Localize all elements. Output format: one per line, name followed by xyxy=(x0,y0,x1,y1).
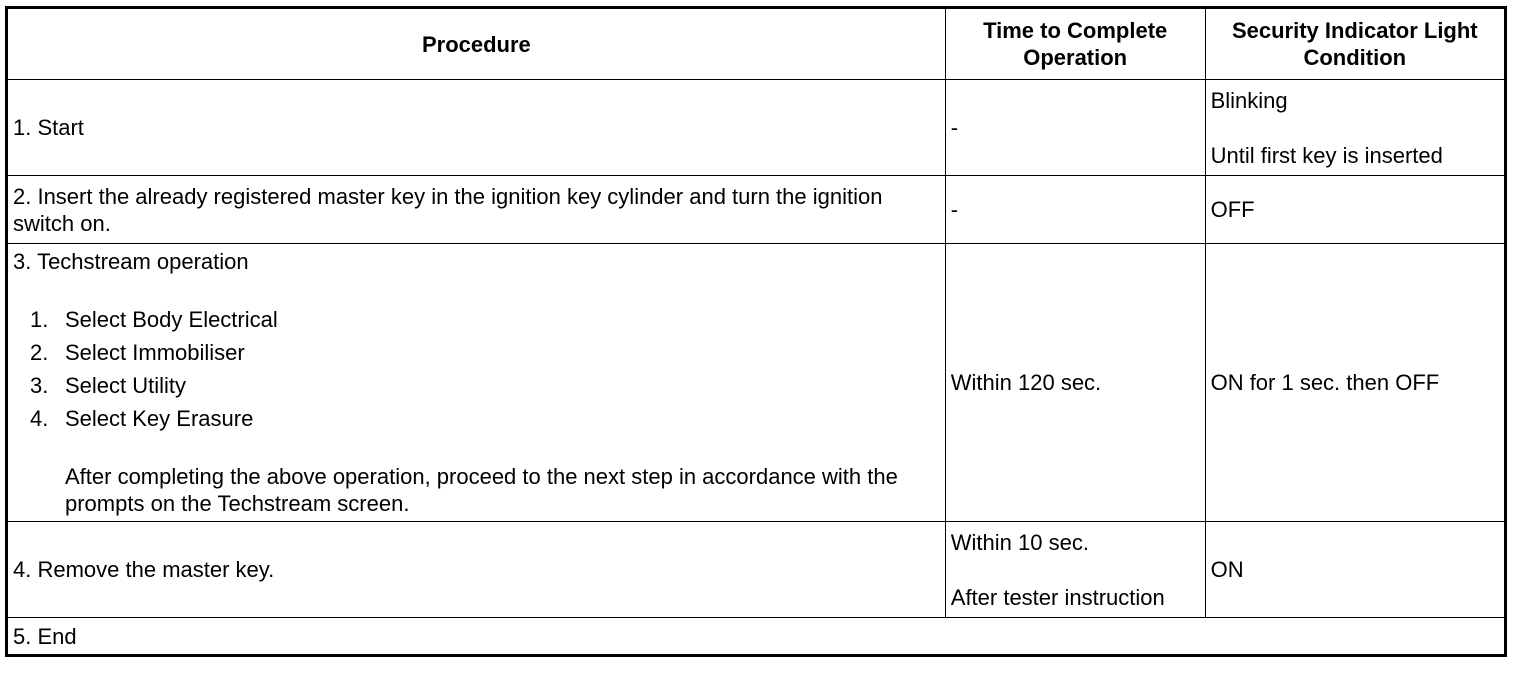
list-item xyxy=(30,303,945,336)
list-item xyxy=(30,336,945,369)
substep-number: 1. xyxy=(30,307,49,332)
light-line: Until first key is inserted xyxy=(1210,142,1443,168)
list-item xyxy=(30,402,945,435)
procedure-cell xyxy=(7,244,946,522)
substep-text: Select Body Electrical xyxy=(65,307,278,332)
time-cell: - xyxy=(945,176,1205,244)
time-line: After tester instruction xyxy=(950,584,1165,610)
time-cell xyxy=(945,522,1205,618)
table-row xyxy=(7,618,1506,656)
table-row xyxy=(7,80,1506,176)
time-cell: Within 120 sec. xyxy=(945,244,1205,522)
substep-number: 2. xyxy=(30,340,49,365)
time-cell: - xyxy=(945,80,1205,176)
procedure-title: 3. Techstream operation xyxy=(13,249,249,274)
substep-list xyxy=(13,303,945,435)
header-row xyxy=(7,8,1506,80)
substep-text: Select Key Erasure xyxy=(65,406,254,431)
table-row xyxy=(7,176,1506,244)
substep-text: Select Immobiliser xyxy=(65,340,245,365)
procedure-note: After completing the above operation, proceed to the next step in accordance with the prompts on the Techstream screen. xyxy=(65,464,898,516)
time-line: Within 10 sec. xyxy=(950,529,1089,555)
light-cell xyxy=(1205,80,1505,176)
procedure-cell: 4. Remove the master key. xyxy=(7,522,946,618)
procedure-cell: 1. Start xyxy=(7,80,946,176)
procedure-table xyxy=(5,6,1507,657)
light-cell: OFF xyxy=(1205,176,1505,244)
header-time: Time to Complete Operation xyxy=(945,8,1205,80)
procedure-cell: 5. End xyxy=(7,618,1506,656)
header-light: Security Indicator Light Condition xyxy=(1205,8,1505,80)
header-procedure: Procedure xyxy=(7,8,946,80)
substep-number: 4. xyxy=(30,406,49,431)
light-line: Blinking xyxy=(1210,87,1288,113)
table-row xyxy=(7,522,1506,618)
light-cell: ON for 1 sec. then OFF xyxy=(1205,244,1505,522)
substep-text: Select Utility xyxy=(65,373,187,398)
table-row xyxy=(7,244,1506,522)
procedure-cell: 2. Insert the already registered master key in the ignition key cylinder and turn the ignition switch on. xyxy=(7,176,946,244)
list-item xyxy=(30,369,945,402)
substep-number: 3. xyxy=(30,373,49,398)
light-cell: ON xyxy=(1205,522,1505,618)
